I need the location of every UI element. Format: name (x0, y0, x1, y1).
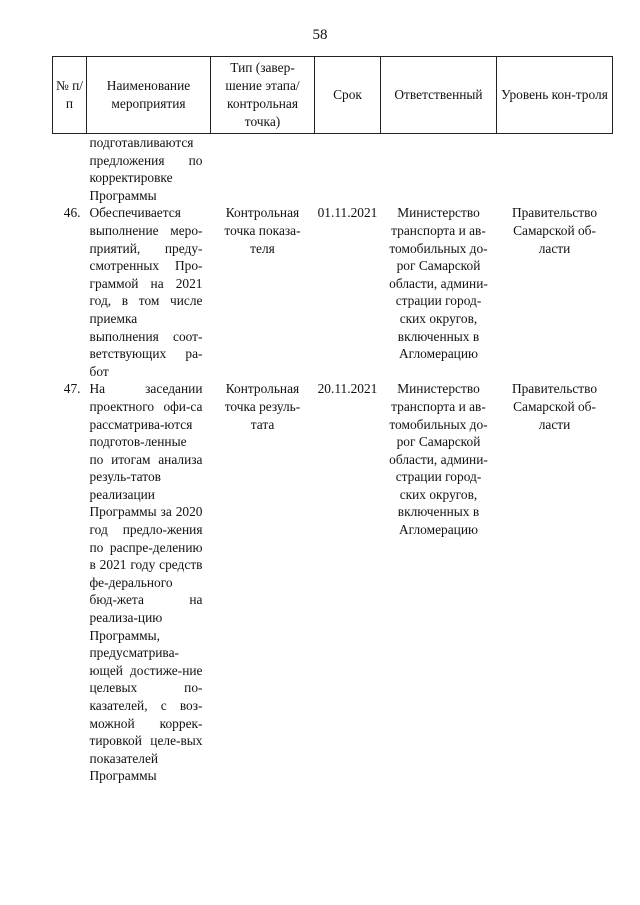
table-row-continuation (53, 134, 613, 205)
header-date: Срок (315, 57, 381, 134)
cell-date: 01.11.2021 (317, 205, 378, 221)
cell-num (53, 134, 87, 205)
header-responsible: Ответственный (381, 57, 497, 134)
header-num: № п/п (53, 57, 87, 134)
cell-date (315, 134, 381, 205)
cell-control (497, 134, 613, 205)
cell-type (211, 134, 315, 205)
header-control: Уровень кон-троля (497, 57, 613, 134)
page-number: 58 (312, 27, 328, 43)
table-header (53, 57, 613, 134)
cell-responsible: Министерство транспорта и ав-томобильных до-рог Самарской области, админи-страции город-ских округов, включенных в Агломерацию (389, 381, 488, 538)
cell-control: Правительство Самарской об-ласти (511, 381, 598, 432)
cell-num: 47. (63, 381, 81, 397)
cell-control: Правительство Самарской об-ласти (511, 205, 598, 256)
cell-name: На заседании проектного офи-са рассматрива-ются подготов-ленные по итогам анализа резуль-татов реализации Программы за 2020 год предло-жения по распре-делению в 2021 году средств фе-дерального бюд-жета на реализа-цию Программы, предусматрива-ющей достиже-ние целевых по-казателей, с воз-можной коррек-тировкой целе-вых показателей Программы (89, 381, 203, 784)
cell-responsible (381, 134, 497, 205)
cell-type: Контрольная точка показа-теля (224, 205, 301, 256)
header-name: Наименование мероприятия (87, 57, 211, 134)
cell-type: Контрольная точка резуль-тата (224, 381, 301, 432)
cell-name: подготавливаются предложения по корректировке Программы (89, 135, 203, 203)
cell-date: 20.11.2021 (317, 381, 378, 397)
table-row (53, 204, 613, 380)
header-type: Тип (завер-шение этапа/ контрольная точка) (211, 57, 315, 134)
table-row (53, 380, 613, 785)
cell-num: 46. (63, 205, 81, 221)
cell-name: Обеспечивается выполнение меро-приятий, преду-смотренных Про-граммой на 2021 год, в том числе приемка выполнения соот-ветствующих ра-бот (89, 205, 203, 379)
activities-table (52, 56, 613, 785)
cell-responsible: Министерство транспорта и ав-томобильных до-рог Самарской области, админи-страции город-ских округов, включенных в Агломерацию (389, 205, 488, 362)
